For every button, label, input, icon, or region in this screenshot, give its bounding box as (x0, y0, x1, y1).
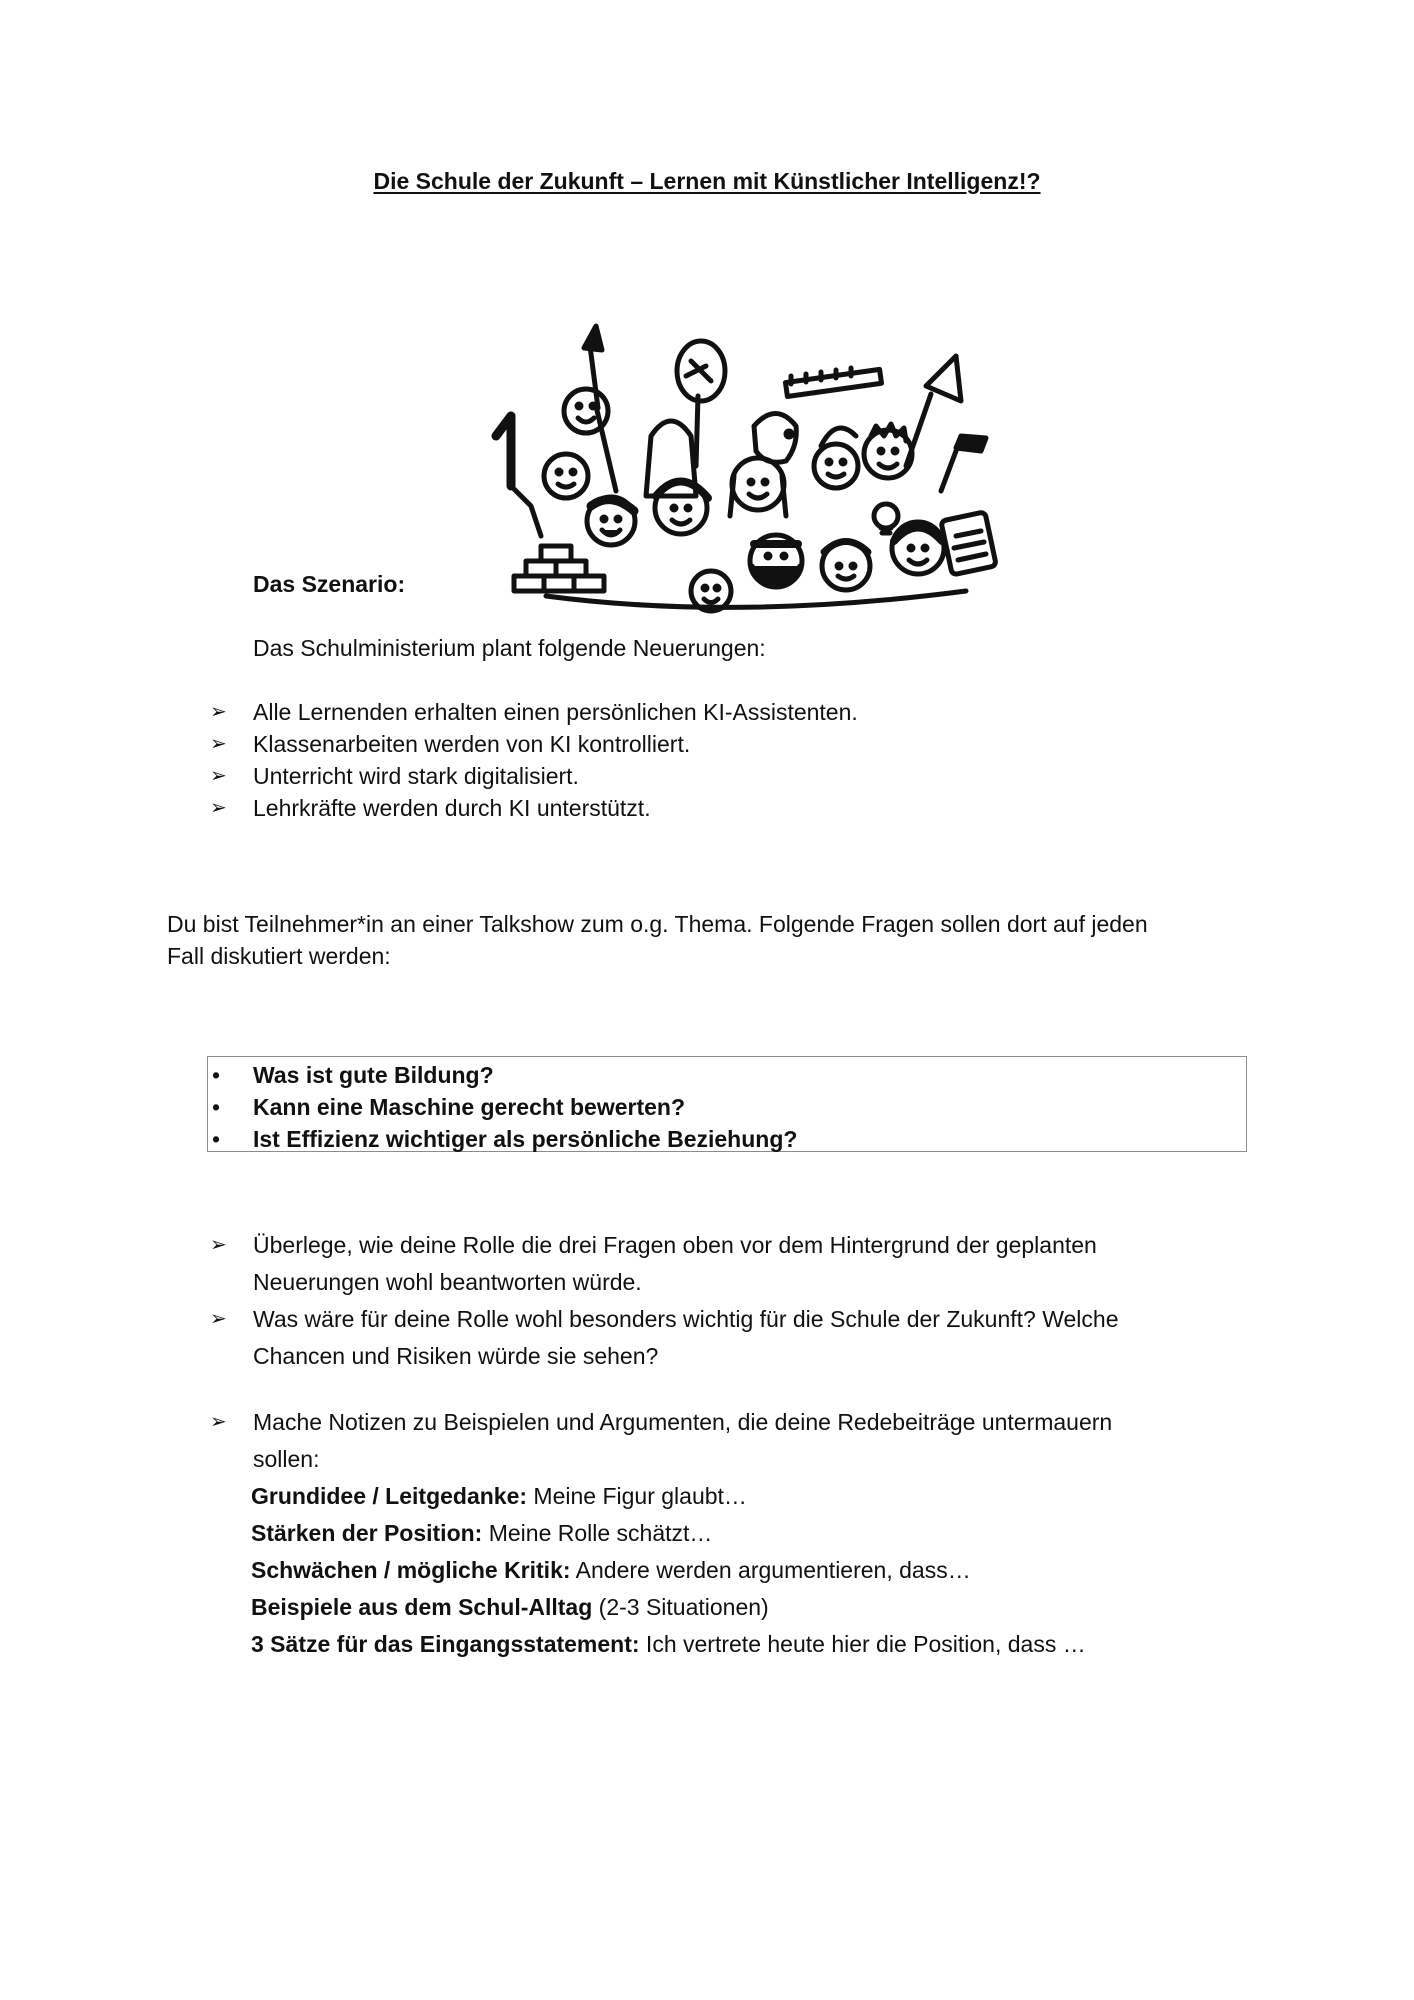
arrow-bullet-icon: ➢ (210, 1411, 227, 1433)
list-item: ➢ Unterricht wird stark digitalisiert. (210, 760, 858, 792)
note-line: 3 Sätze für das Eingangsstatement: Ich vertrete heute hier die Position, dass … (251, 1631, 1086, 1657)
scenario-heading: Das Szenario: (253, 571, 406, 597)
arrow-bullet-icon: ➢ (210, 701, 227, 723)
question-item: • Was ist gute Bildung? (208, 1059, 1246, 1091)
people-group-illustration (486, 316, 1000, 616)
questions-box (207, 1056, 1247, 1152)
note-line: Beispiele aus dem Schul-Alltag (2-3 Situationen) (251, 1594, 769, 1620)
page-title: Die Schule der Zukunft – Lernen mit Künstlicher Intelligenz!? (373, 168, 1041, 194)
task-item: ➢ Mache Notizen zu Beispielen und Argumenten, die deine Redebeiträge untermauern sollen: (210, 1404, 1112, 1478)
task-item: ➢ Was wäre für deine Rolle wohl besonders wichtig für die Schule der Zukunft? Welche Chancen und Risiken würde sie sehen? (210, 1301, 1119, 1375)
scenario-list (210, 696, 858, 824)
scenario-intro: Das Schulministerium plant folgende Neuerungen: (253, 635, 766, 661)
talkshow-line-2: Fall diskutiert werden: (167, 943, 391, 969)
question-item: • Ist Effizienz wichtiger als persönliche Beziehung? (208, 1123, 1246, 1155)
notes-prompts (251, 1478, 1086, 1663)
arrow-bullet-icon: ➢ (210, 1234, 227, 1256)
list-item: ➢ Alle Lernenden erhalten einen persönlichen KI-Assistenten. (210, 696, 858, 728)
talkshow-line-1: Du bist Teilnehmer*in an einer Talkshow zum o.g. Thema. Folgende Fragen sollen dort auf jeden (167, 911, 1148, 937)
question-item: • Kann eine Maschine gerecht bewerten? (208, 1091, 1246, 1123)
arrow-bullet-icon: ➢ (210, 1308, 227, 1330)
task-item: ➢ Überlege, wie deine Rolle die drei Fragen oben vor dem Hintergrund der geplanten Neuerungen wohl beantworten würde. (210, 1227, 1119, 1301)
task-list-notes (210, 1404, 1112, 1478)
list-item: ➢ Lehrkräfte werden durch KI unterstützt. (210, 792, 858, 824)
dot-bullet-icon: • (212, 1094, 221, 1120)
note-line: Grundidee / Leitgedanke: Meine Figur glaubt… (251, 1483, 747, 1509)
arrow-bullet-icon: ➢ (210, 733, 227, 755)
arrow-bullet-icon: ➢ (210, 765, 227, 787)
note-line: Schwächen / mögliche Kritik: Andere werden argumentieren, dass… (251, 1557, 971, 1583)
task-list (210, 1227, 1119, 1375)
dot-bullet-icon: • (212, 1126, 221, 1152)
dot-bullet-icon: • (212, 1062, 221, 1088)
arrow-bullet-icon: ➢ (210, 797, 227, 819)
note-line: Stärken der Position: Meine Rolle schätzt… (251, 1520, 713, 1546)
list-item: ➢ Klassenarbeiten werden von KI kontrolliert. (210, 728, 858, 760)
